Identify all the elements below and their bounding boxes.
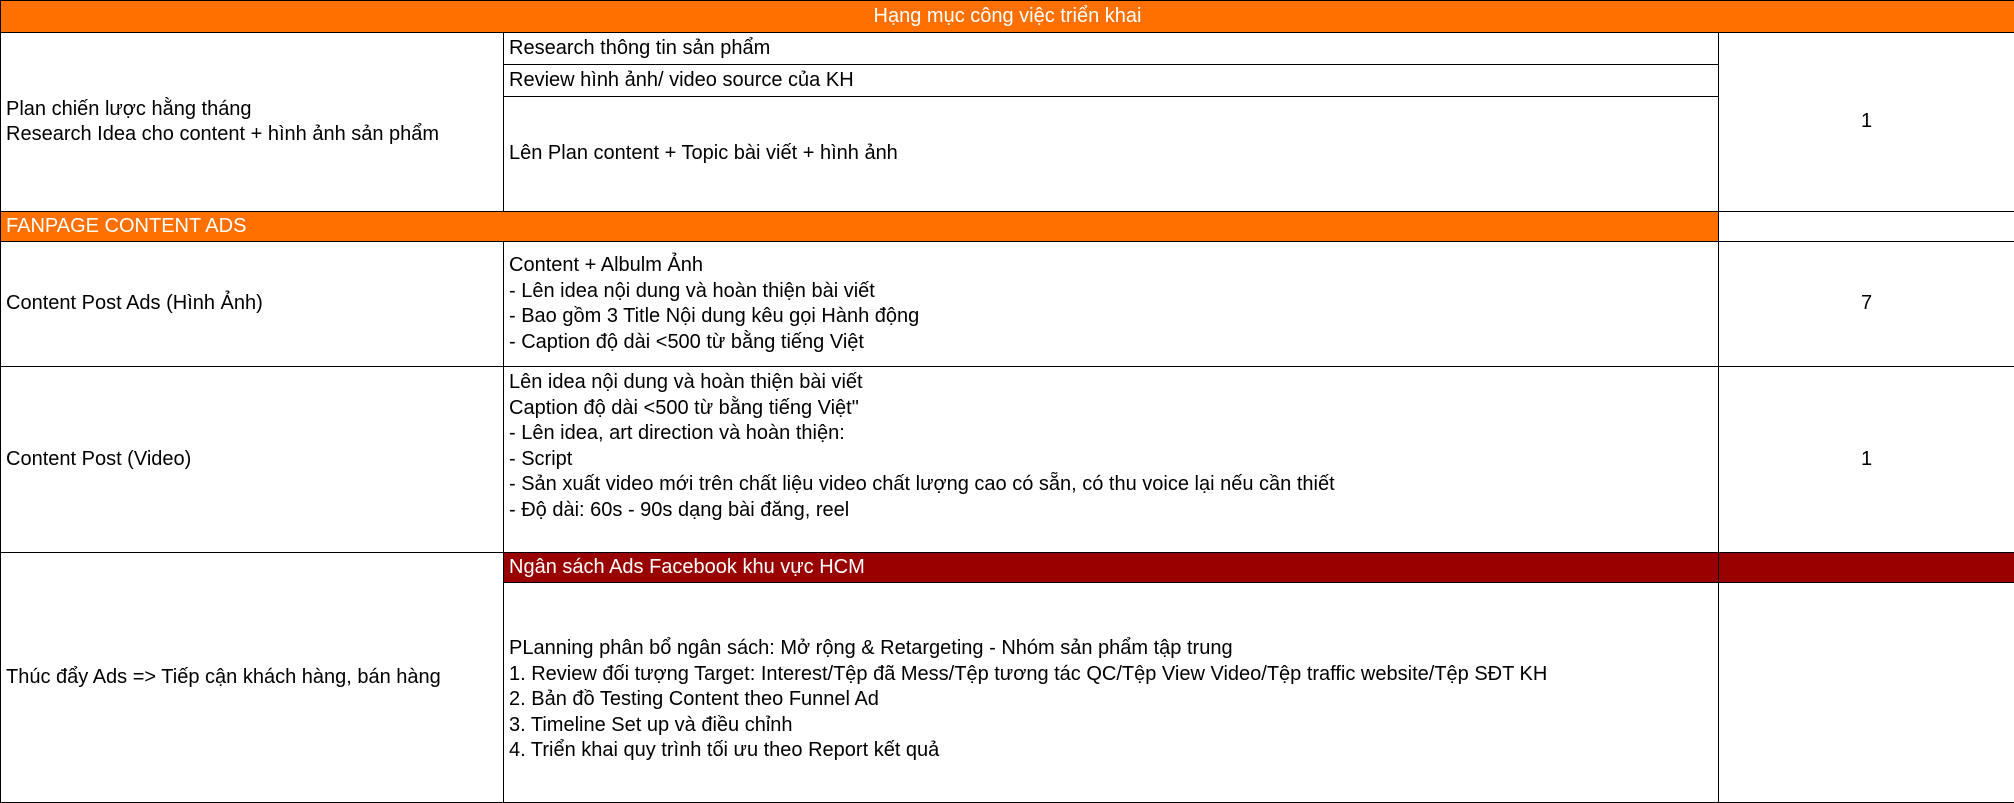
plan-qty-cell[interactable]: 1 — [1719, 33, 2014, 212]
plan-item-cell[interactable]: Lên Plan content + Topic bài viết + hình ảnh — [504, 97, 1719, 212]
empty-cell[interactable] — [1719, 553, 2014, 583]
table-row — [1, 367, 2014, 553]
image-post-detail-cell[interactable]: Content + Albulm Ảnh - Lên idea nội dung và hoàn thiện bài viết - Bao gồm 3 Title Nội dung kêu gọi Hành động - Caption độ dài <500 từ bằng tiếng Việt — [504, 242, 1719, 367]
table-row — [1, 33, 2014, 65]
image-post-qty-cell[interactable]: 7 — [1719, 242, 2014, 367]
plan-label-cell[interactable]: Plan chiến lược hằng tháng Research Idea cho content + hình ảnh sản phẩm — [1, 33, 504, 212]
table-row — [1, 553, 2014, 583]
table-header-row — [1, 1, 2014, 33]
budget-title-cell[interactable]: Ngân sách Ads Facebook khu vực HCM — [504, 553, 1719, 583]
image-post-label-cell[interactable]: Content Post Ads (Hình Ảnh) — [1, 242, 504, 367]
plan-item-cell[interactable]: Review hình ảnh/ video source của KH — [504, 65, 1719, 97]
ads-label-cell[interactable]: Thúc đẩy Ads => Tiếp cận khách hàng, bán hàng — [1, 553, 504, 803]
table-row — [1, 242, 2014, 367]
video-post-detail-cell[interactable]: Lên idea nội dung và hoàn thiện bài viết Caption độ dài <500 từ bằng tiếng Việt" - Lên idea, art direction và hoàn thiện: - Script - Sản xuất video mới trên chất liệu video chất lượng cao có sẵn, có thu voice lại nếu cần thiết - Độ dài: 60s - 90s dạng bài đăng, reel — [504, 367, 1719, 553]
ads-detail-cell[interactable]: PLanning phân bổ ngân sách: Mở rộng & Retargeting - Nhóm sản phẩm tập trung 1. Review đối tượng Target: Interest/Tệp đã Mess/Tệp tương tác QC/Tệp View Video/Tệp traffic website/Tệp SĐT KH 2. Bản đồ Testing Content theo Funnel Ad 3. Timeline Set up và điều chỉnh 4. Triển khai quy trình tối ưu theo Report kết quả — [504, 583, 1719, 803]
video-post-label-cell[interactable]: Content Post (Video) — [1, 367, 504, 553]
section-row — [1, 212, 2014, 242]
empty-cell[interactable] — [1719, 583, 2014, 803]
empty-cell[interactable] — [1719, 212, 2014, 242]
section-header-cell[interactable]: FANPAGE CONTENT ADS — [1, 212, 1719, 242]
video-post-qty-cell[interactable]: 1 — [1719, 367, 2014, 553]
plan-item-cell[interactable]: Research thông tin sản phẩm — [504, 33, 1719, 65]
table-header[interactable]: Hạng mục công việc triển khai — [1, 1, 2014, 33]
